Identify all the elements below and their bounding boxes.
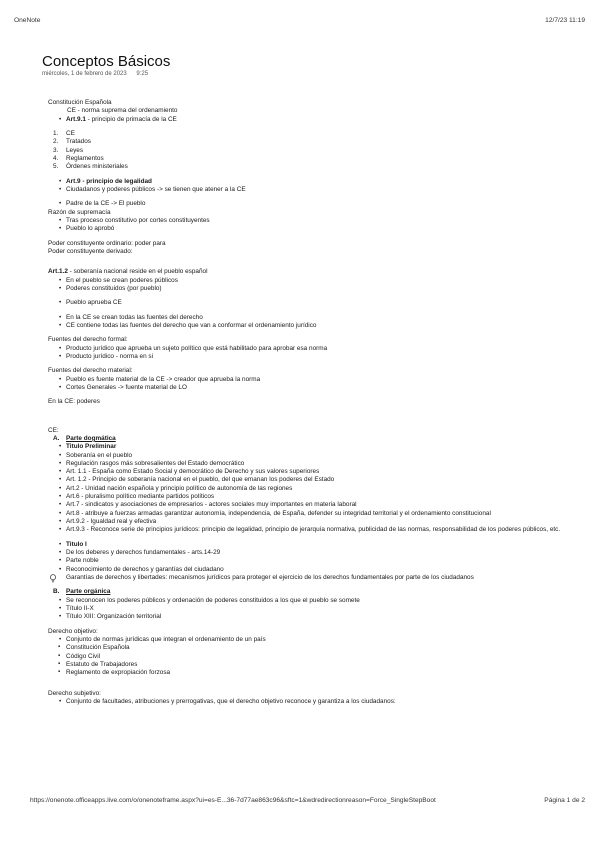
- constitucion-heading: Constitución Española: [48, 99, 112, 106]
- list-item: 1. CE: [53, 129, 75, 137]
- page-meta: [42, 71, 148, 79]
- ce-poderes: En la CE: poderes: [48, 398, 100, 406]
- list-item: • Conjunto de facultades, atribuciones y prerrogativas, que el derecho objetivo reconoce y garantiza a los ciudadanos:: [48, 698, 578, 706]
- art-1-2: Art.1.2 - soberanía nacional reside en el pueblo español: [48, 268, 208, 276]
- poder-ordinario: Poder constituyente ordinario: poder para: [48, 239, 166, 247]
- list-item: • Regulación rasgos más sobresalientes del Estado democrático: [48, 460, 578, 468]
- jerarquia-list: [48, 130, 578, 172]
- list-number: 1.: [53, 129, 59, 137]
- parte-organica-heading: B. Parte orgánica: [53, 588, 111, 596]
- list-item: • Tras proceso constitutivo por cortes constituyentes: [48, 217, 578, 225]
- list-item: 4. Reglamentos: [53, 154, 104, 162]
- list-item: • Poderes constituidos (por pueblo): [48, 285, 578, 293]
- ce-label: CE:: [48, 426, 59, 434]
- list-item: • Cortes Generales -> fuente material de LO: [48, 384, 578, 392]
- list-number: 5.: [53, 163, 59, 171]
- derecho-objetivo-list: [48, 644, 578, 677]
- list-item: • Art.2 - Unidad nación española y principio político de autonomía de las regiones: [48, 485, 578, 493]
- parte-organica-list: [48, 597, 578, 622]
- footer-url: https://onenote.officeapps.live.com/o/onenoteframe.aspx?ui=es-E...36-7d77ae863c96&sftc=1&wdredirectionreason=Force_SingleStepBoot: [30, 797, 436, 804]
- list-item: • Título XIII: Organización territorial: [48, 613, 578, 621]
- list-item: • Art.9.1 - principio de primacía de la CE: [48, 116, 578, 124]
- footer-page-number: Página 1 de 2: [544, 797, 585, 804]
- lightbulb-icon: [49, 574, 57, 586]
- page-date: miércoles, 1 de febrero de 2023: [42, 71, 127, 77]
- list-item: • Se reconocen los poderes públicos y ordenación de poderes constituidos a los que el pueblo se somete: [48, 597, 578, 605]
- titulo-preliminar-list: [48, 452, 578, 535]
- list-item: • Art.9.3 - Reconoce serie de principios jurídicos: principio de legalidad, principio de jerarquía normativa, publicidad de las normas, responsabilidad de los poderes públicos, etc.: [48, 526, 578, 534]
- page-time: 9:25: [136, 71, 149, 77]
- list-item: 5. Órdenes ministeriales: [53, 163, 128, 171]
- list-item: • En la CE se crean todas las fuentes del derecho: [48, 314, 578, 322]
- derecho-subjetivo-heading: Derecho subjetivo:: [48, 689, 101, 697]
- list-item: ▪ Código Civil: [48, 653, 578, 661]
- list-item: • Pueblo lo aprobó: [48, 225, 578, 233]
- list-item: • Conjunto de normas jurídicas que integran el ordenamiento de un país: [48, 636, 578, 644]
- fuentes-formal-heading: Fuentes del derecho formal:: [48, 336, 128, 344]
- list-item: • Soberanía en el pueblo: [48, 452, 578, 460]
- list-item: • CE contiene todas las fuentes del derecho que van a conformar el ordenamiento jurídico: [48, 322, 578, 330]
- list-item: • Art.6 - pluralismo político mediante partidos políticos: [48, 493, 578, 501]
- derecho-objetivo-heading: Derecho objetivo:: [48, 627, 98, 635]
- list-item: ▪ Constitución Española: [48, 644, 578, 652]
- list-item: • En el pueblo se crean poderes públicos: [48, 277, 578, 285]
- list-number: 2.: [53, 138, 59, 146]
- list-item: Garantías de derechos y libertades: mecanismos jurídicos para proteger el ejercicio de los derechos fundamentales por parte de los ciudadanos: [48, 574, 578, 582]
- list-item: • Producto jurídico que aprueba un sujeto político que está habilitado para aprobar esa norma: [48, 345, 578, 353]
- list-item: 2. Tratados: [53, 138, 91, 146]
- list-item: • Padre de la CE -> El pueblo: [48, 200, 578, 208]
- list-number: 4.: [53, 154, 59, 162]
- list-item: • Reconocimiento de derechos y garantías del ciudadano: [48, 566, 578, 574]
- list-item: • Art.8 - atribuye a fuerzas armadas garantizar autonomía, independencia, de España, defender su integridad territorial y el ordenamiento constitucional: [48, 510, 578, 518]
- list-item: 3. Leyes: [53, 146, 84, 154]
- titulo-i-list: [48, 549, 578, 574]
- list-item: • Art.9.2 - Igualdad real y efectiva: [48, 518, 578, 526]
- list-item: • Ciudadanos y poderes públicos -> se tienen que atener a la CE: [48, 186, 578, 194]
- list-item: ▪ Reglamento de expropiación forzosa: [48, 669, 578, 677]
- list-item: • Pueblo es fuente material de la CE -> creador que aprueba la norma: [48, 376, 578, 384]
- header-app-name: OneNote: [14, 17, 41, 24]
- list-item: • Art. 1.1 - España como Estado Social y democrático de Derecho y sus valores superiores: [48, 468, 578, 476]
- list-item: • Art.7 - sindicatos y asociaciones de empresarios - actores sociales muy importantes en materia laboral: [48, 501, 578, 509]
- list-item: • Producto jurídico - norma en si: [48, 353, 578, 361]
- list-item: • De los deberes y derechos fundamentales - arts.14-29: [48, 549, 578, 557]
- supremacia-heading: Razón de supremacía: [48, 208, 111, 216]
- list-number: 3.: [53, 146, 59, 154]
- page-title: Conceptos Básicos: [42, 53, 171, 70]
- list-item: • Pueblo aprueba CE: [48, 299, 578, 307]
- list-item: • Titulo I: [48, 541, 578, 549]
- list-item: • Art. 1.2 - Principio de soberanía nacional en el pueblo, del que emanan los poderes del Estado: [48, 476, 578, 484]
- parte-dogmatica-heading: A. Parte dogmática: [53, 434, 116, 442]
- list-item: • Titulo Preliminar: [48, 443, 578, 451]
- list-item: • Título II-X: [48, 605, 578, 613]
- ce-norma-suprema: CE - norma suprema del ordenamiento: [67, 107, 178, 115]
- list-item: • Parte noble: [48, 557, 578, 565]
- poder-derivado: Poder constituyente derivado:: [48, 247, 133, 255]
- header-datetime: 12/7/23 11:19: [545, 17, 585, 24]
- fuentes-material-heading: Fuentes del derecho material:: [48, 367, 133, 375]
- note-content: [48, 99, 578, 706]
- list-item: • Art.9 - principio de legalidad: [48, 178, 578, 186]
- list-item: ▪ Estatuto de Trabajadores: [48, 661, 578, 669]
